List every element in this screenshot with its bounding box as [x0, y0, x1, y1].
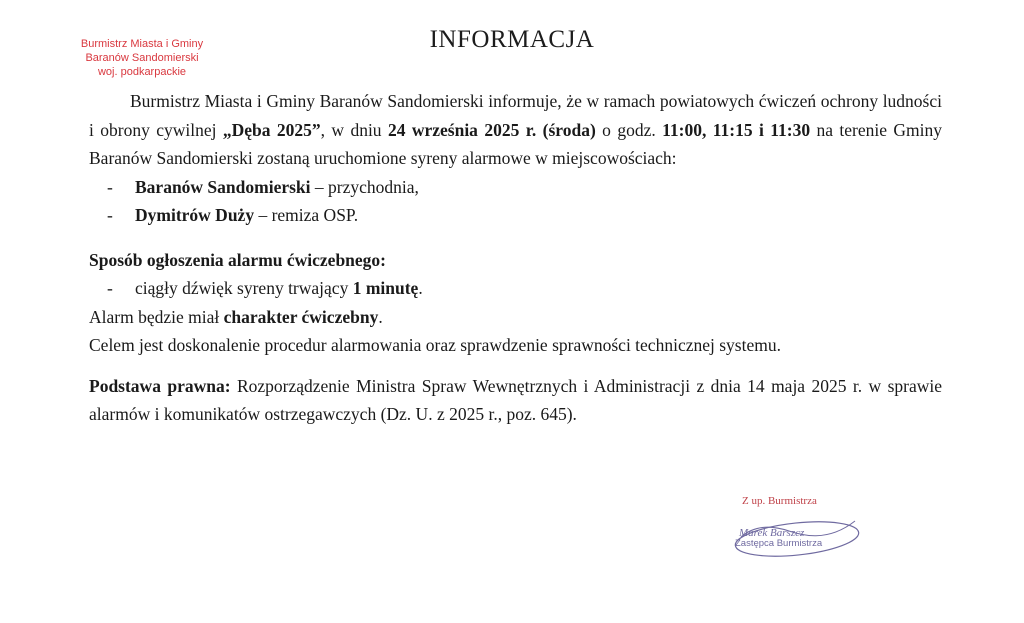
- stamp-line-2: Baranów Sandomierski: [85, 52, 199, 64]
- character-bold: charakter ćwiczebny: [223, 306, 379, 327]
- intro-text-4: na terenie Gminy Baranów Sandomierski zostaną uruchomione syreny alarmowe w miejscowościach:: [89, 119, 943, 168]
- character-text: Alarm będzie miał: [89, 306, 224, 327]
- document-body: [89, 87, 942, 429]
- intro-text-2: , w dniu: [320, 119, 388, 140]
- list-item: [89, 274, 942, 303]
- stamp-line-1: Burmistrz Miasta i Gminy: [80, 38, 204, 50]
- location-name: Dymitrów Duży: [135, 205, 255, 225]
- signature-name: Marek Barszcz: [739, 527, 805, 539]
- intro-text-1: Burmistrz Miasta i Gminy Baranów Sandomierski informuje, że w ramach powiatowych ćwiczeń ochrony ludności i obrony cywilnej: [89, 91, 942, 140]
- purpose-paragraph: Celem jest doskonalenie procedur alarmowania oraz sprawdzenie sprawności technicznej systemu.: [89, 335, 781, 355]
- exercise-name: „Dęba 2025”: [222, 119, 321, 140]
- legal-basis-paragraph: [89, 372, 942, 429]
- list-item: [89, 173, 942, 202]
- signature-block: [727, 493, 877, 573]
- spacer: [89, 360, 942, 372]
- intro-text-3: o godz.: [595, 119, 663, 140]
- intro-paragraph: [89, 87, 942, 173]
- location-detail: – remiza OSP.: [254, 205, 359, 225]
- stamp-line-3: woj. podkarpackie: [97, 66, 187, 78]
- location-detail: – przychodnia,: [310, 176, 419, 197]
- signal-duration: 1 minutę: [352, 278, 419, 298]
- signature-on-behalf: Z up. Burmistrza: [742, 495, 817, 507]
- location-name: Baranów Sandomierski: [135, 176, 311, 197]
- spacer: [89, 230, 942, 246]
- signal-text: ciągły dźwięk syreny trwający: [135, 278, 353, 298]
- bullet-dash: -: [107, 176, 113, 197]
- alarm-heading-text: Sposób ogłoszenia alarmu ćwiczebnego:: [89, 249, 387, 270]
- character-end: .: [378, 306, 383, 327]
- legal-basis-text: Rozporządzenie Ministra Spraw Wewnętrznych i Administracji z dnia 14 maja 2025 r. w sprawie alarmów i komunikatów ostrzegawczych (Dz. U. z 2025 r., poz. 645).: [89, 375, 942, 424]
- alarm-heading: [89, 246, 942, 275]
- character-line: [89, 303, 942, 332]
- bullet-dash: -: [107, 278, 113, 298]
- page-title: INFORMACJA: [429, 26, 595, 53]
- signature-role: Zastępca Burmistrza: [735, 538, 823, 549]
- list-item: [89, 201, 942, 230]
- signal-end: .: [418, 278, 423, 298]
- exercise-times: 11:00, 11:15 i 11:30: [662, 119, 811, 140]
- exercise-date: 24 września 2025 r. (środa): [387, 119, 596, 140]
- legal-basis-label: Podstawa prawna:: [89, 375, 231, 396]
- bullet-dash: -: [107, 205, 113, 225]
